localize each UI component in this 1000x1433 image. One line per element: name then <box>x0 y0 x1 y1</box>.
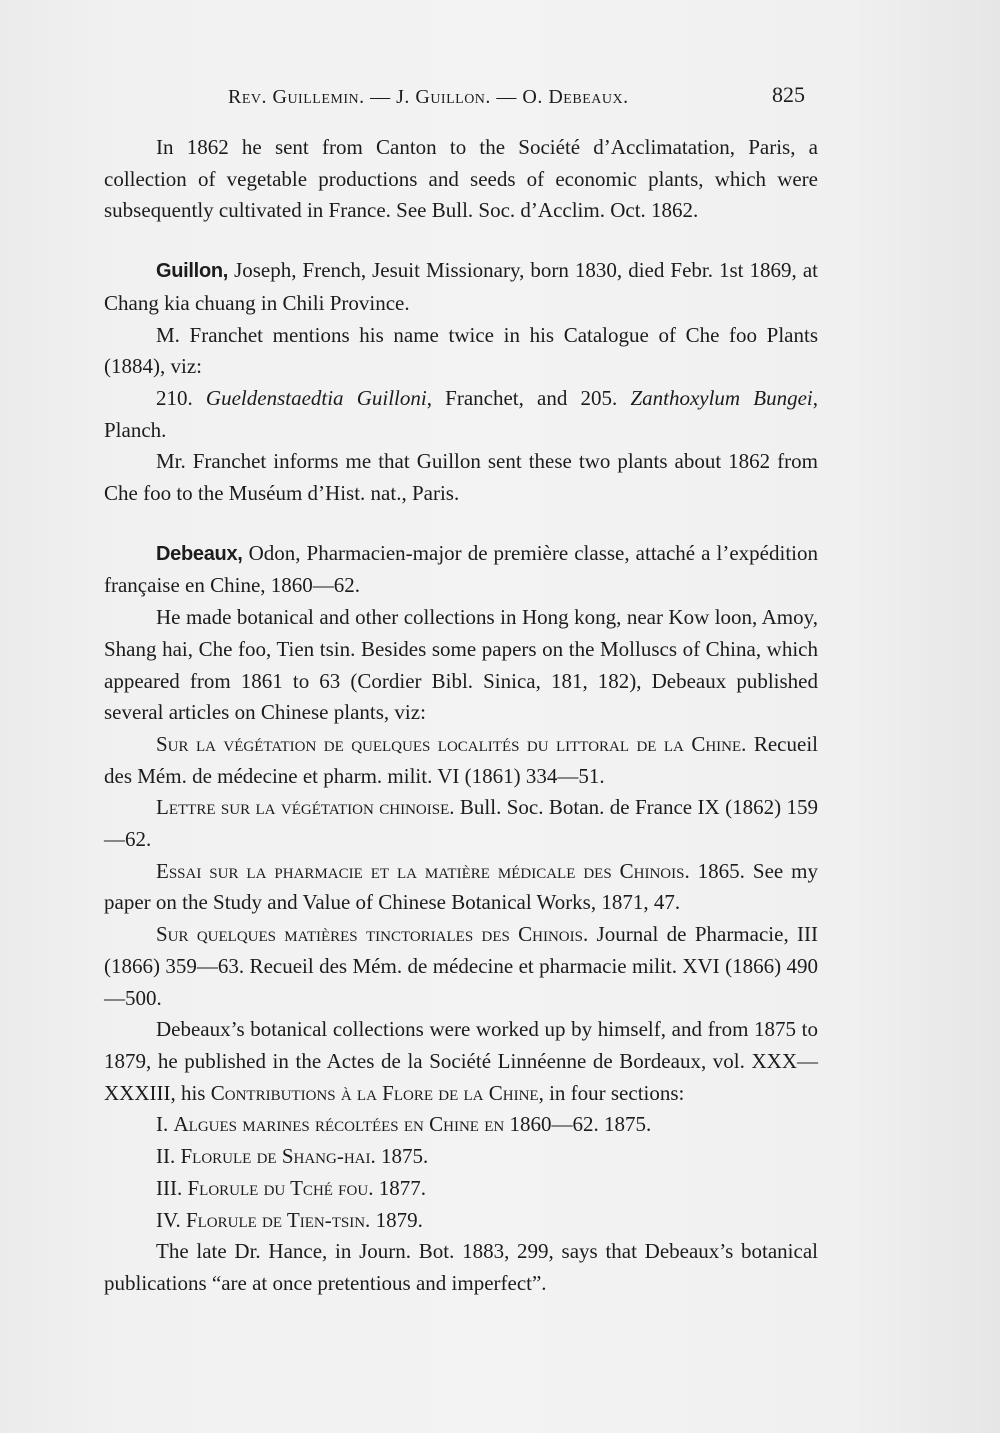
running-header: Rev. Guillemin. — J. Guillon. — O. Debeaux. <box>228 86 629 108</box>
paragraph-franchet-informs: Mr. Franchet informs me that Guillon sent these two plants about 1862 from Che foo to the Muséum d’Hist. nat., Paris. <box>104 449 818 506</box>
species-name-1: Gueldenstaedtia Guilloni <box>205 385 427 410</box>
entry-debeaux <box>104 538 818 602</box>
paragraph-publication-2 <box>104 792 818 855</box>
publication-title-1: Sur la végétation de quelques localités du littoral de la Chine. <box>156 731 747 756</box>
list-item-text: 1860—62. 1875. <box>504 1112 652 1137</box>
list-item <box>104 1173 818 1205</box>
list-item-title: Florule de Tien-tsin. <box>185 1207 371 1232</box>
publication-text-2: Bull. Soc. Botan. de France IX (1862) 159—62. <box>104 795 818 852</box>
contributions-text-a: Debeaux’s botanical collections were worked up by himself, and from 1875 to 1879, he published in the Actes de la Société Linnéenne de Bordeaux, vol. XXX—XXXIII, his <box>104 1017 818 1105</box>
entry-name-guillon: Guillon, <box>156 260 229 283</box>
contributions-text-c: , in four sections: <box>538 1080 685 1105</box>
list-item <box>104 1205 818 1237</box>
contributions-title: Contributions à la Flore de la Chine <box>210 1080 539 1105</box>
paragraph-franchet-catalogue: M. Franchet mentions his name twice in his Catalogue of Che foo Plants (1884), viz: <box>104 322 818 379</box>
list-item-text: 1877. <box>373 1175 426 1200</box>
list-item-number: I. <box>156 1112 174 1137</box>
list-item <box>104 1109 818 1141</box>
list-item <box>104 1141 818 1173</box>
paragraph-canton: In 1862 he sent from Canton to the Société d’Acclimatation, Paris, a collection of vegetable productions and seeds of economic plants, which were subsequently cultivated in France. See Bull. Soc. d’Acclim. Oct. 1862. <box>104 135 818 223</box>
species-number-1: 210. <box>156 385 206 410</box>
list-item-text: 1875. <box>375 1144 429 1169</box>
entry-text-guillon: Joseph, French, Jesuit Missionary, born 1830, died Febr. 1st 1869, at Chang kia chuang in Chili Province. <box>104 258 818 315</box>
list-item-title: Algues marines récoltées en Chine en <box>173 1112 505 1137</box>
publication-title-2: Lettre sur la végétation chinoise. <box>156 795 455 820</box>
species-text-1: , Franchet, and 205. <box>426 385 631 410</box>
paragraph-publication-3 <box>104 856 818 919</box>
page-number: 825 <box>772 82 805 107</box>
paragraph-collections: He made botanical and other collections in Hong kong, near Kow loon, Amoy, Shang hai, Che foo, Tien tsin. Besides some papers on the Molluscs of China, which appeared from 1861 to 63 (Cordier Bibl. Sinica, 181, 182), Debeaux published several articles on Chinese plants, viz: <box>104 605 818 725</box>
entry-guillon <box>104 255 818 319</box>
publication-text-3: 1865. See my paper on the Study and Value of Chinese Botanical Works, 1871, 47. <box>104 858 818 915</box>
species-name-2: Zanthoxylum Bungei <box>630 385 813 410</box>
list-item-number: III. <box>156 1175 188 1200</box>
list-item-number: II. <box>156 1144 181 1169</box>
publication-title-4: Sur quelques matières tinctoriales des Chinois. <box>156 922 589 947</box>
species-text-2: , Planch. <box>104 385 818 442</box>
entry-text-debeaux: Odon, Pharmacien-major de première classe, attaché a l’expédition française en Chine, 1860—62. <box>104 540 818 598</box>
paragraph-hance: The late Dr. Hance, in Journ. Bot. 1883, 299, says that Debeaux’s botanical publications “are at once pretentious and imperfect”. <box>104 1239 818 1295</box>
list-item-title: Florule de Shang-hai. <box>180 1144 376 1169</box>
list-item-text: 1879. <box>370 1207 423 1232</box>
publication-title-3: Essai sur la pharmacie et la matière médicale des Chinois. <box>156 858 690 883</box>
paragraph-contributions <box>104 1014 818 1109</box>
paragraph-publication-4 <box>104 919 818 1014</box>
body-text <box>104 132 818 1300</box>
list-item-title: Florule du Tché fou. <box>187 1175 374 1200</box>
paragraph-species <box>104 383 818 446</box>
publication-text-4: Journal de Pharmacie, III (1866) 359—63. Recueil des Mém. de médecine et pharmacie milit. XVI (1866) 490—500. <box>104 922 818 1010</box>
paragraph-publication-1 <box>104 729 818 792</box>
entry-name-debeaux: Debeaux, <box>156 542 243 565</box>
publication-text-1: Recueil des Mém. de médecine et pharm. milit. VI (1861) 334—51. <box>104 731 818 788</box>
list-item-number: IV. <box>156 1207 186 1232</box>
